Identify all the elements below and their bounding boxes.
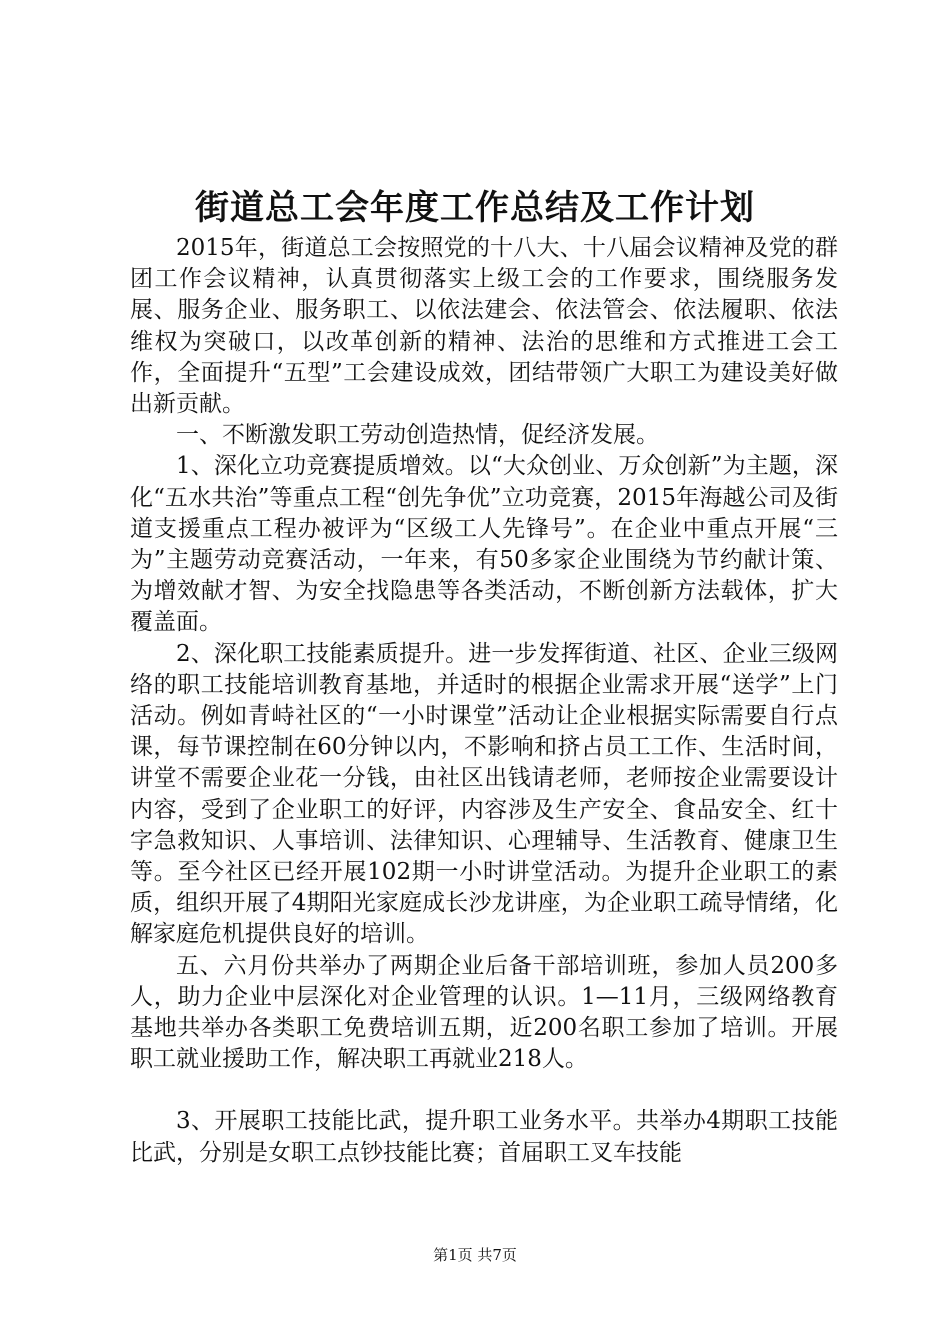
paragraph-training: 五、六月份共举办了两期企业后备干部培训班，参加人员200多人，助力企业中层深化对企业管理的认识。1—11月，三级网络教育基地共举办各类职工免费培训五期，近200名职工参加了培训。开展职工就业援助工作，解决职工再就业218人。: [130, 952, 838, 1073]
paragraph-item-3: 3、开展职工技能比武，提升职工业务水平。共举办4期职工技能比武，分别是女职工点钞技能比赛；首届职工叉车技能: [130, 1108, 838, 1166]
page-number-footer: 第1页 共7页: [433, 1246, 517, 1264]
paragraph-item-2: 2、深化职工技能素质提升。进一步发挥街道、社区、企业三级网络的职工技能培训教育基地，并适时的根据企业需求开展“送学”上门活动。例如青峙社区的“一小时课堂”活动让企业根据实际需要自行点课，每节课控制在60分钟以内，不影响和挤占员工工作、生活时间，讲堂不需要企业花一分钱，由社区出钱请老师，老师按企业需要设计内容，受到了企业职工的好评，内容涉及生产安全、食品安全、红十字急救知识、人事培训、法律知识、心理辅导、生活教育、健康卫生等。至今社区已经开展102期一小时讲堂活动。为提升企业职工的素质，组织开展了4期阳光家庭成长沙龙讲座，为企业职工疏导情绪，化解家庭危机提供良好的培训。: [130, 640, 838, 948]
paragraph-intro: 2015年，街道总工会按照党的十八大、十八届会议精神及党的群团工作会议精神，认真贯彻落实上级工会的工作要求，围绕服务发展、服务企业、服务职工、以依法建会、依法管会、依法履职、依法维权为突破口，以改革创新的精神、法治的思维和方式推进工会工作，全面提升“五型”工会建设成效，团结带领广大职工为建设美好做出新贡献。: [130, 235, 838, 418]
document-title: 街道总工会年度工作总结及工作计划: [195, 188, 755, 228]
paragraph-item-1: 1、深化立功竞赛提质增效。以“大众创业、万众创新”为主题，深化“五水共治”等重点工程“创先争优”立功竞赛，2015年海越公司及街道支援重点工程办被评为“区级工人先锋号”。在企业中重点开展“三为”主题劳动竞赛活动，一年来，有50多家企业围绕为节约献计策、为增效献才智、为安全找隐患等各类活动，不断创新方法载体，扩大覆盖面。: [130, 453, 838, 636]
document-body: [130, 233, 838, 1169]
section-heading-1: 一、不断激发职工劳动创造热情，促经济发展。: [176, 422, 659, 449]
